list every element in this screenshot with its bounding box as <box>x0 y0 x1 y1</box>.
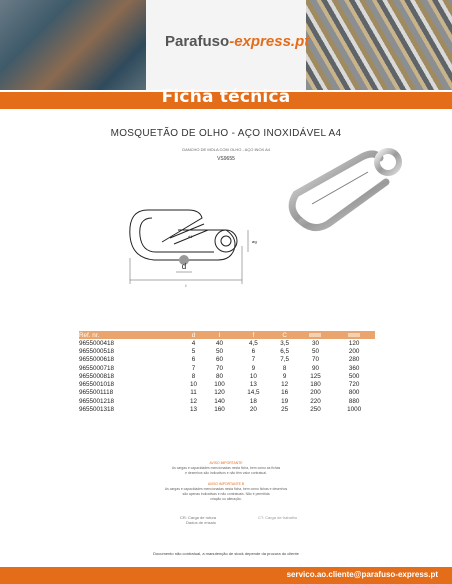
banner-title: Ficha técnica <box>161 87 291 107</box>
cell-l: 80 <box>216 372 224 380</box>
product-subtitle: GANCHO DE MOLA COM OLHO - AÇO INOX A4 <box>181 147 271 152</box>
cell-f: 10 <box>249 372 257 380</box>
note-2-line-3: criação ou alteração. <box>210 497 242 501</box>
cell-wll: 125 <box>310 372 321 380</box>
cell-wll: 250 <box>310 406 321 414</box>
note-2-line-2: são apenas indicativas e não contratuais. Não é permitida <box>182 492 270 496</box>
cell-d: 10 <box>190 381 198 389</box>
col-header-break <box>333 331 375 339</box>
header-placeholder-box <box>348 333 360 337</box>
legend-working-load: CT: Carga de trabalho <box>258 515 298 520</box>
cell-c: 6,5 <box>280 347 290 355</box>
dim-label-length: l <box>185 283 187 288</box>
cell-break: 1000 <box>347 406 362 414</box>
col-header-ref: Ref. nr. <box>79 331 183 339</box>
header-photo-screws <box>306 0 452 90</box>
cell-ref: 9655000718 <box>79 364 115 372</box>
cell-ref: 9655000818 <box>79 372 115 380</box>
cell-break: 880 <box>348 397 360 405</box>
cell-c: 8 <box>282 364 287 372</box>
cell-c: 9 <box>282 372 287 380</box>
col-header-wll <box>298 331 334 339</box>
col-header-c: C <box>272 331 298 339</box>
cell-l: 160 <box>214 406 225 414</box>
cell-break: 200 <box>348 347 360 355</box>
product-code: VS9655 <box>217 156 235 162</box>
important-note-2 <box>120 482 332 502</box>
cell-wll: 70 <box>311 356 319 364</box>
cell-ref: 9655001018 <box>79 381 115 389</box>
dim-label-opening: d1 <box>188 234 193 239</box>
cell-d: 8 <box>191 372 196 380</box>
dim-label-eye: øg <box>252 239 257 244</box>
legend-breaking-load-line-2: Dados de ensaio <box>186 520 217 525</box>
note-2-line-1: As cargas e capacidades mencionadas nesta ficha, bem como fichas e desenhos <box>164 487 288 491</box>
table-row <box>79 356 375 364</box>
table-row <box>79 389 375 397</box>
table-row <box>79 405 375 413</box>
cell-f: 4,5 <box>249 339 258 347</box>
cell-l: 60 <box>216 356 224 364</box>
header-photo-tools <box>0 0 146 90</box>
cell-c: 12 <box>281 381 289 389</box>
cell-d: 4 <box>191 339 196 347</box>
cell-l: 40 <box>216 339 224 347</box>
note-1-line-1: As cargas e capacidades mencionadas nesta ficha, bem como as fichas <box>171 466 281 470</box>
cell-f: 18 <box>249 397 257 405</box>
cell-wll: 50 <box>311 347 319 355</box>
cell-break: 800 <box>348 389 360 397</box>
cell-ref: 9655001118 <box>79 389 114 397</box>
cell-l: 140 <box>214 397 225 405</box>
cell-l: 70 <box>216 364 224 372</box>
cell-d: 6 <box>191 356 196 364</box>
cell-wll: 180 <box>310 381 321 389</box>
cell-c: 3,5 <box>280 339 290 347</box>
col-header-d: d <box>183 331 204 339</box>
cell-break: 500 <box>348 372 360 380</box>
cell-d: 5 <box>191 347 196 355</box>
cell-ref: 9655001318 <box>79 406 115 414</box>
cell-wll: 90 <box>311 364 319 372</box>
note-1-line-2: e desenhos são indicativos e não têm valor contratual. <box>185 471 267 475</box>
cell-c: 7,5 <box>280 356 290 364</box>
cell-ref: 9655000418 <box>79 339 115 347</box>
dim-label-d: d <box>181 262 187 271</box>
cell-ref: 9655000518 <box>79 347 115 355</box>
footer-email: servico.ao.cliente@parafuso-express.pt <box>286 570 438 579</box>
cell-f: 13 <box>249 381 257 389</box>
product-title: MOSQUETÃO DE OLHO - AÇO INOXIDÁVEL A4 <box>110 128 342 139</box>
note-1-title: AVISO IMPORTANTE <box>209 461 243 465</box>
cell-l: 50 <box>216 347 224 355</box>
cell-d: 12 <box>190 397 198 405</box>
cell-break: 120 <box>348 339 360 347</box>
cell-f: 20 <box>249 406 257 414</box>
cell-break: 280 <box>348 356 360 364</box>
cell-d: 11 <box>190 389 197 397</box>
important-note-1 <box>120 461 332 476</box>
col-header-f: f <box>235 331 271 339</box>
table-row <box>79 397 375 405</box>
legend-breaking-load-line-1: CR: Carga de rutura <box>180 515 217 520</box>
table-header-row <box>79 331 375 339</box>
product-photo <box>282 140 410 238</box>
disclaimer: Documento não contratual, a manutenção de stock depende da procura do cliente <box>153 551 299 556</box>
cell-d: 7 <box>191 364 196 372</box>
table-row <box>79 380 375 388</box>
cell-ref: 9655001218 <box>79 397 115 405</box>
cell-c: 16 <box>281 389 289 397</box>
cell-wll: 30 <box>311 339 319 347</box>
cell-l: 100 <box>214 381 225 389</box>
cell-c: 25 <box>281 406 289 414</box>
cell-l: 120 <box>214 389 225 397</box>
cell-ref: 9655000618 <box>79 356 115 364</box>
legend-breaking-load <box>180 515 216 525</box>
cell-f: 6 <box>251 347 256 355</box>
cell-wll: 220 <box>310 397 321 405</box>
col-header-l: l <box>204 331 235 339</box>
cell-break: 720 <box>348 381 360 389</box>
technical-drawing <box>118 198 268 293</box>
table-row <box>79 347 375 355</box>
cell-f: 9 <box>251 364 256 372</box>
logo-main: Parafuso <box>165 33 230 50</box>
logo-extension: -express.pt <box>229 33 310 50</box>
table-row <box>79 364 375 372</box>
cell-d: 13 <box>190 406 198 414</box>
table-row <box>79 339 375 347</box>
note-2-title: AVISO IMPORTANTE B <box>207 482 245 486</box>
cell-f: 7 <box>251 356 256 364</box>
brand-logo <box>165 33 309 50</box>
cell-f: 14,5 <box>247 389 260 397</box>
table-row <box>79 372 375 380</box>
header-placeholder-box <box>309 333 321 337</box>
cell-wll: 200 <box>310 389 321 397</box>
specification-table <box>79 331 375 414</box>
cell-c: 19 <box>281 397 289 405</box>
cell-break: 360 <box>348 364 360 372</box>
